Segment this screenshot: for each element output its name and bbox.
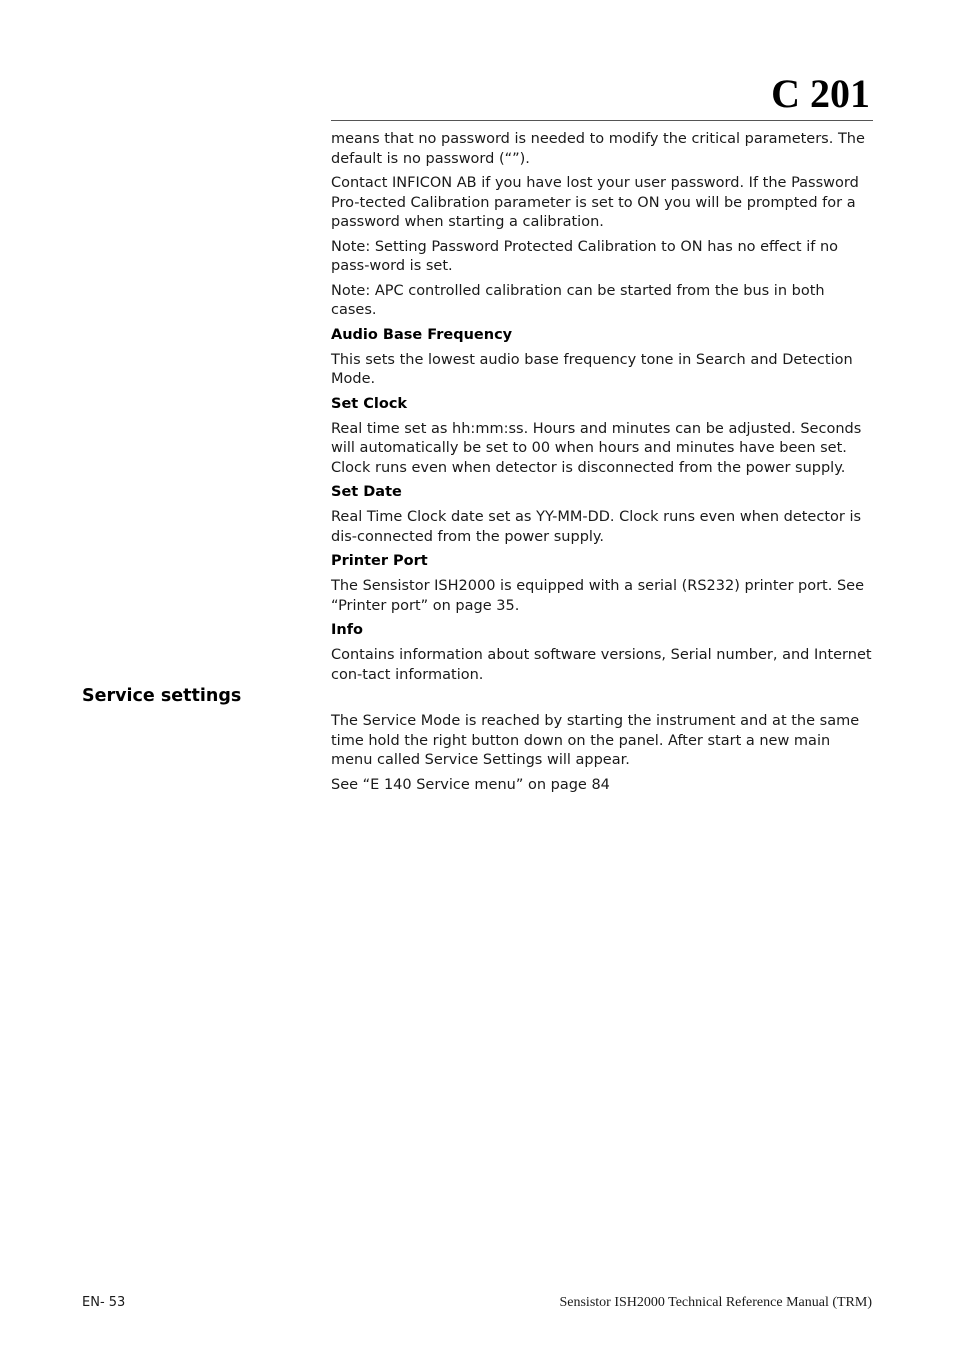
- set-date-heading: Set Date: [331, 484, 402, 500]
- audio-base-frequency-heading: Audio Base Frequency: [331, 326, 513, 343]
- info-text: Contains information about software versions, Serial number, and Internet con-tact information.: [331, 647, 872, 683]
- service-paragraph-1: The Service Mode is reached by starting the instrument and at the same time hold the right button down on the panel. After start a new main menu called Service Settings will appear.: [331, 713, 860, 768]
- set-date-text: Real Time Clock date set as YY-MM-DD. Clock runs even when detector is dis-connected from the power supply.: [331, 509, 862, 545]
- set-clock-heading: Set Clock: [331, 395, 408, 412]
- printer-port-heading: Printer Port: [331, 553, 428, 569]
- intro-paragraph-4: Note: APC controlled calibration can be started from the bus in both cases.: [331, 282, 825, 318]
- audio-base-frequency-text: This sets the lowest audio base frequency tone in Search and Detection Mode.: [331, 351, 853, 387]
- main-content: [331, 130, 873, 690]
- service-paragraph-2: See “E 140 Service menu” on page 84: [331, 776, 610, 793]
- service-settings-content: [331, 712, 873, 800]
- intro-paragraph-1: means that no password is needed to modify the critical parameters. The default is no password (“”).: [331, 131, 865, 167]
- intro-paragraph-3: Note: Setting Password Protected Calibration to ON has no effect if no pass-word is set.: [331, 238, 839, 274]
- service-settings-heading: Service settings: [82, 686, 242, 706]
- page-number: EN- 53: [82, 1295, 126, 1310]
- manual-title: Sensistor ISH2000 Technical Reference Manual (TRM): [559, 1295, 872, 1310]
- info-heading: Info: [331, 622, 363, 638]
- document-code: C 201: [771, 71, 870, 116]
- intro-paragraph-2: Contact INFICON AB if you have lost your user password. If the Password Pro-tected Calibration parameter is set to ON you will be prompted for a password when starting a calibration.: [331, 175, 859, 230]
- header-divider: [331, 120, 873, 121]
- printer-port-text: The Sensistor ISH2000 is equipped with a serial (RS232) printer port. See “Printer port” on page 35.: [331, 578, 865, 614]
- set-clock-text: Real time set as hh:mm:ss. Hours and minutes can be adjusted. Seconds will automatically be set to 00 when hours and minutes have been set. Clock runs even when detector is disconnected from the power supply.: [331, 420, 862, 476]
